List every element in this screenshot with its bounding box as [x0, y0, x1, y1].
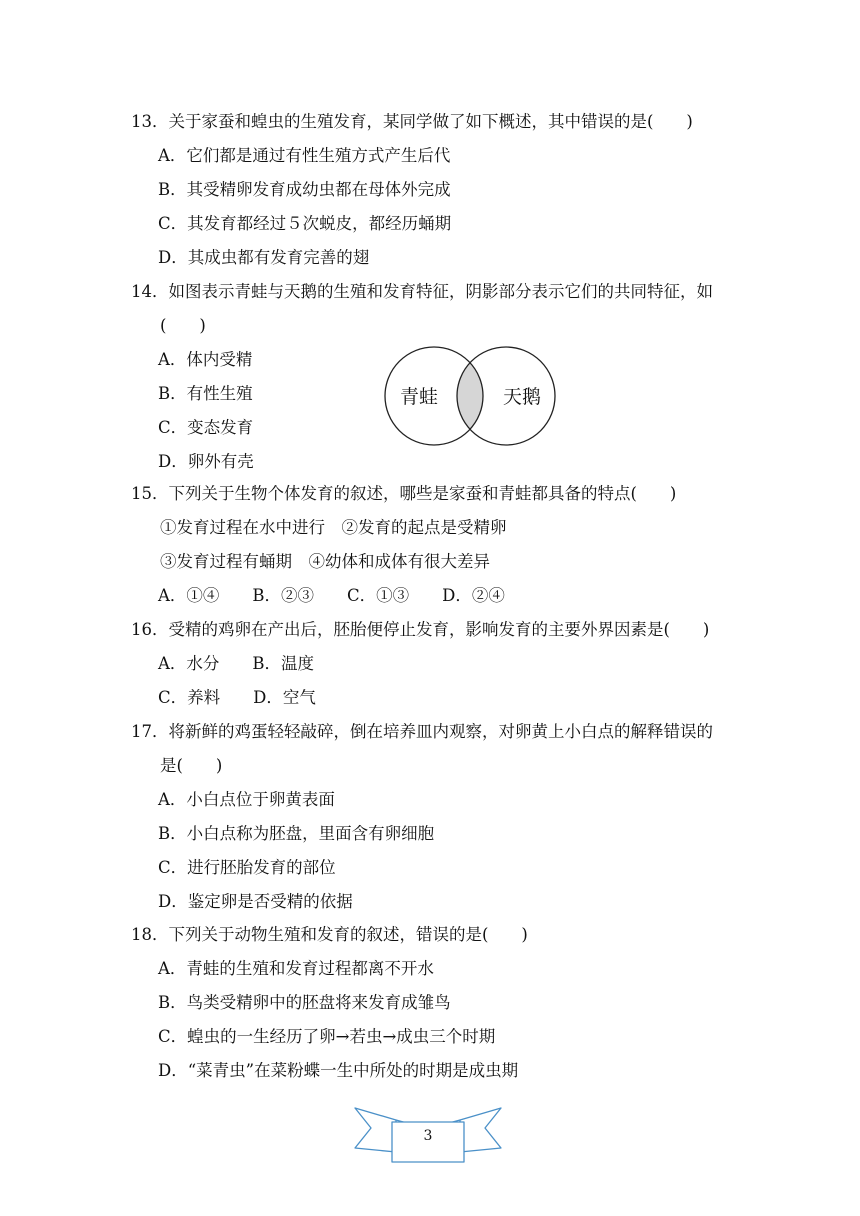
- question-14-option-d: D．卵外有壳: [158, 452, 254, 471]
- question-13-option-a: A．它们都是通过有性生殖方式产生后代: [158, 146, 451, 165]
- question-16-options-line-2: C．养料 D．空气: [158, 688, 316, 707]
- question-14-stem-cont: ( ): [160, 316, 206, 335]
- venn-label-frog: 青蛙: [399, 386, 439, 408]
- question-14-option-b: B．有性生殖: [158, 384, 253, 403]
- venn-diagram: [383, 345, 558, 447]
- question-17-option-c: C．进行胚胎发育的部位: [158, 858, 336, 877]
- question-18-option-b: B．鸟类受精卵中的胚盘将来发育成雏鸟: [158, 993, 451, 1012]
- venn-label-swan: 天鹅: [502, 386, 542, 408]
- question-14-stem: 14．如图表示青蛙与天鹅的生殖和发育特征，阴影部分表示它们的共同特征，如: [131, 282, 713, 301]
- question-17-option-b: B．小白点称为胚盘，里面含有卵细胞: [158, 824, 435, 843]
- question-13-option-b: B．其受精卵发育成幼虫都在母体外完成: [158, 180, 451, 199]
- question-14-option-a: A．体内受精: [158, 350, 253, 369]
- question-16-options-line-1: A．水分 B．温度: [158, 654, 315, 673]
- question-13-option-d: D．其成虫都有发育完善的翅: [158, 248, 370, 267]
- question-17-option-a: A．小白点位于卵黄表面: [158, 790, 335, 809]
- question-13-stem: 13．关于家蚕和蝗虫的生殖发育，某同学做了如下概述，其中错误的是( ): [131, 112, 693, 131]
- page-number: 3: [423, 1128, 433, 1144]
- ribbon-left-tail: [355, 1108, 396, 1152]
- question-15-stem: 15．下列关于生物个体发育的叙述，哪些是家蚕和青蛙都具备的特点( ): [131, 484, 677, 503]
- question-18-option-a: A．青蛙的生殖和发育过程都离不开水: [158, 959, 434, 978]
- question-18-option-c: C．蝗虫的一生经历了卵→若虫→成虫三个时期: [158, 1027, 496, 1046]
- question-17-stem-cont: 是( ): [160, 756, 223, 775]
- question-15-options: A．①④ B．②③ C．①③ D．②④: [158, 586, 505, 605]
- question-15-items-line-1: ①发育过程在水中进行 ②发育的起点是受精卵: [160, 518, 507, 537]
- question-17-option-d: D．鉴定卵是否受精的依据: [158, 892, 353, 911]
- question-15-items-line-2: ③发育过程有蛹期 ④幼体和成体有很大差异: [160, 552, 490, 571]
- ribbon-right-tail: [460, 1108, 501, 1152]
- question-14-option-c: C．变态发育: [158, 418, 254, 437]
- question-18-stem: 18．下列关于动物生殖和发育的叙述，错误的是( ): [131, 925, 528, 944]
- question-18-option-d: D．“菜青虫”在菜粉蝶一生中所处的时期是成虫期: [158, 1061, 519, 1080]
- question-13-option-c: C．其发育都经过５次蜕皮，都经历蛹期: [158, 214, 452, 233]
- question-16-stem: 16．受精的鸡卵在产出后，胚胎便停止发育，影响发育的主要外界因素是( ): [131, 620, 710, 639]
- question-17-stem: 17．将新鲜的鸡蛋轻轻敲碎，倒在培养皿内观察，对卵黄上小白点的解释错误的: [131, 722, 713, 741]
